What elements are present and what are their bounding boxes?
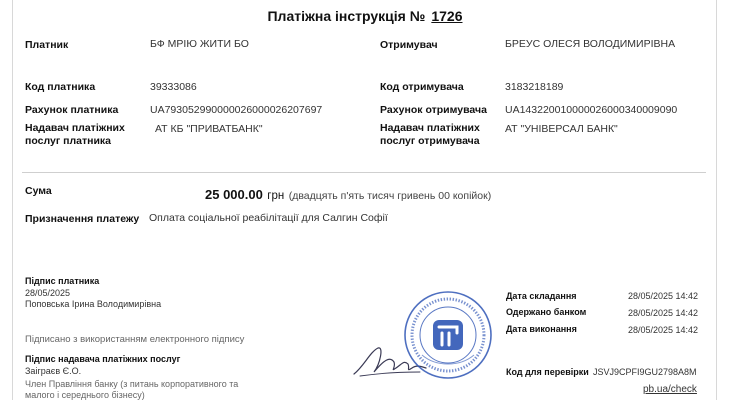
sum-in-words: (двадцять п'ять тисяч гривень 00 копійок) (288, 190, 492, 202)
recipient-name: БРЕУС ОЛЕСЯ ВОЛОДИМИРІВНА (505, 38, 676, 50)
recipient-account: UA143220010000026000340009090 (505, 104, 678, 116)
recipient-provider: АТ "УНІВЕРСАЛ БАНК" (505, 123, 618, 135)
executed-date: 28/05/2025 14:42 (628, 325, 699, 335)
page-title (0, 8, 730, 24)
provider-signer-position-1: Член Правління банку (з питань корпоративного та (25, 379, 239, 389)
executed-date-label: Дата виконання (506, 324, 577, 334)
recipient-account-label: Рахунок отримувача (380, 104, 487, 116)
recipient-code-label: Код отримувача (380, 81, 464, 93)
bank-stamp (402, 289, 494, 381)
sum-amount: 25 000.00 (205, 187, 263, 202)
recipient-provider-label: Надавач платіжних послуг отримувача (380, 122, 480, 147)
sum-label: Сума (25, 185, 52, 197)
sum-line (205, 186, 491, 204)
provider-signer-position-2: малого і середнього бізнесу) (25, 390, 145, 400)
payer-signature-date: 28/05/2025 (25, 288, 71, 298)
payer-name: БФ МРІЮ ЖИТИ БО (150, 38, 249, 50)
payer-account-label: Рахунок платника (25, 104, 119, 116)
recipient-label: Отримувач (380, 39, 438, 51)
purpose-label: Призначення платежу (25, 213, 140, 225)
payer-signer-name: Поповська Ірина Володимирівна (25, 299, 162, 309)
received-date: 28/05/2025 14:42 (628, 308, 699, 318)
payer-provider-label: Надавач платіжних послуг платника (25, 122, 125, 147)
verification-code-label: Код для перевірки (506, 367, 589, 377)
recipient-code: 3183218189 (505, 81, 564, 93)
verification-code: JSVJ9CPFI9GU2798A8M (593, 367, 697, 377)
payer-provider: АТ КБ "ПРИВАТБАНК" (155, 123, 263, 135)
sum-currency: грн (267, 190, 285, 202)
payer-code-label: Код платника (25, 81, 96, 93)
title-text: Платіжна інструкція № (267, 8, 426, 24)
purpose-text: Оплата соціальної реабілітації для Салгин Софії (149, 212, 388, 224)
created-date: 28/05/2025 14:42 (628, 291, 699, 301)
verification-link[interactable]: pb.ua/check (643, 384, 697, 395)
section-divider (22, 172, 706, 173)
received-date-label: Одержано банком (506, 307, 587, 317)
payer-code: 39333086 (150, 81, 197, 93)
created-date-label: Дата складання (506, 291, 577, 301)
provider-signer-name: Заіграєв Є.О. (25, 366, 82, 376)
payer-label: Платник (25, 39, 69, 51)
payer-signature-label: Підпис платника (25, 276, 100, 286)
payer-account: UA793052990000026000026207697 (150, 104, 323, 116)
instruction-number: 1726 (431, 8, 463, 24)
provider-signature-label: Підпис надавача платіжних послуг (25, 354, 181, 364)
electronic-signature-note: Підписано з використанням електронного підпису (25, 334, 245, 345)
